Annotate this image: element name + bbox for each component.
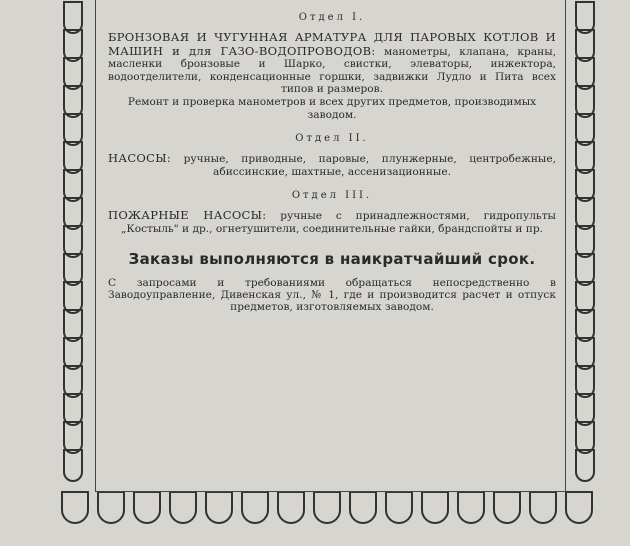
section-lead: ПОЖАРНЫЕ НАСОСЫ: bbox=[108, 208, 267, 223]
ornamental-border-left bbox=[60, 0, 86, 500]
section-2 bbox=[108, 133, 556, 178]
section-title: Отдел I. bbox=[298, 12, 366, 23]
frame-line-left bbox=[95, 0, 96, 492]
section-1 bbox=[108, 12, 556, 121]
section-lead: НАСОСЫ: bbox=[108, 151, 172, 166]
orders-headline: Заказы выполняются в наикратчайший срок. bbox=[128, 249, 536, 268]
section-text bbox=[108, 31, 556, 96]
contact-text: С запросами и требованиями обращаться непосредственно в Заводоуправление, Дивенская ул., № 1, где и производится расчет и отпуск предметов, изготовляемых заводом. bbox=[108, 276, 556, 314]
section-note: Ремонт и проверка манометров и всех других предметов, производимых заводом. bbox=[127, 95, 537, 121]
section-body: манометры, клапана, краны, масленки бронзовые и Шарко, свистки, элеваторы, инжектора, водоотделители, конденсационные горшки, задвижки Лудло и Пита всех типов и размеров. bbox=[108, 45, 556, 96]
frame-line-right bbox=[565, 0, 566, 492]
frame-line-bottom bbox=[95, 491, 566, 492]
advertisement-content bbox=[108, 8, 556, 314]
section-text bbox=[108, 209, 556, 235]
section-title: Отдел III. bbox=[291, 190, 373, 202]
section-lead: БРОНЗОВАЯ И ЧУГУННАЯ АРМАТУРА ДЛЯ ПАРОВЫХ КОТЛОВ И МАШИН и для ГАЗО-ВОДОПРОВОДОВ: bbox=[108, 30, 556, 58]
section-3 bbox=[108, 190, 556, 235]
section-text bbox=[108, 152, 556, 178]
ornamental-border-right bbox=[572, 0, 598, 500]
section-title: Отдел II. bbox=[295, 133, 369, 145]
ornamental-border-bottom bbox=[60, 486, 600, 530]
section-body: ручные, приводные, паровые, плунжерные, центробежные, абиссинские, шахтные, ассенизационные. bbox=[183, 153, 556, 178]
section-body: ручные с принадлежностями, гидропульты „Костыль" и др., огнетушители, соединительные гайки, брандспойты и пр. bbox=[121, 210, 556, 235]
